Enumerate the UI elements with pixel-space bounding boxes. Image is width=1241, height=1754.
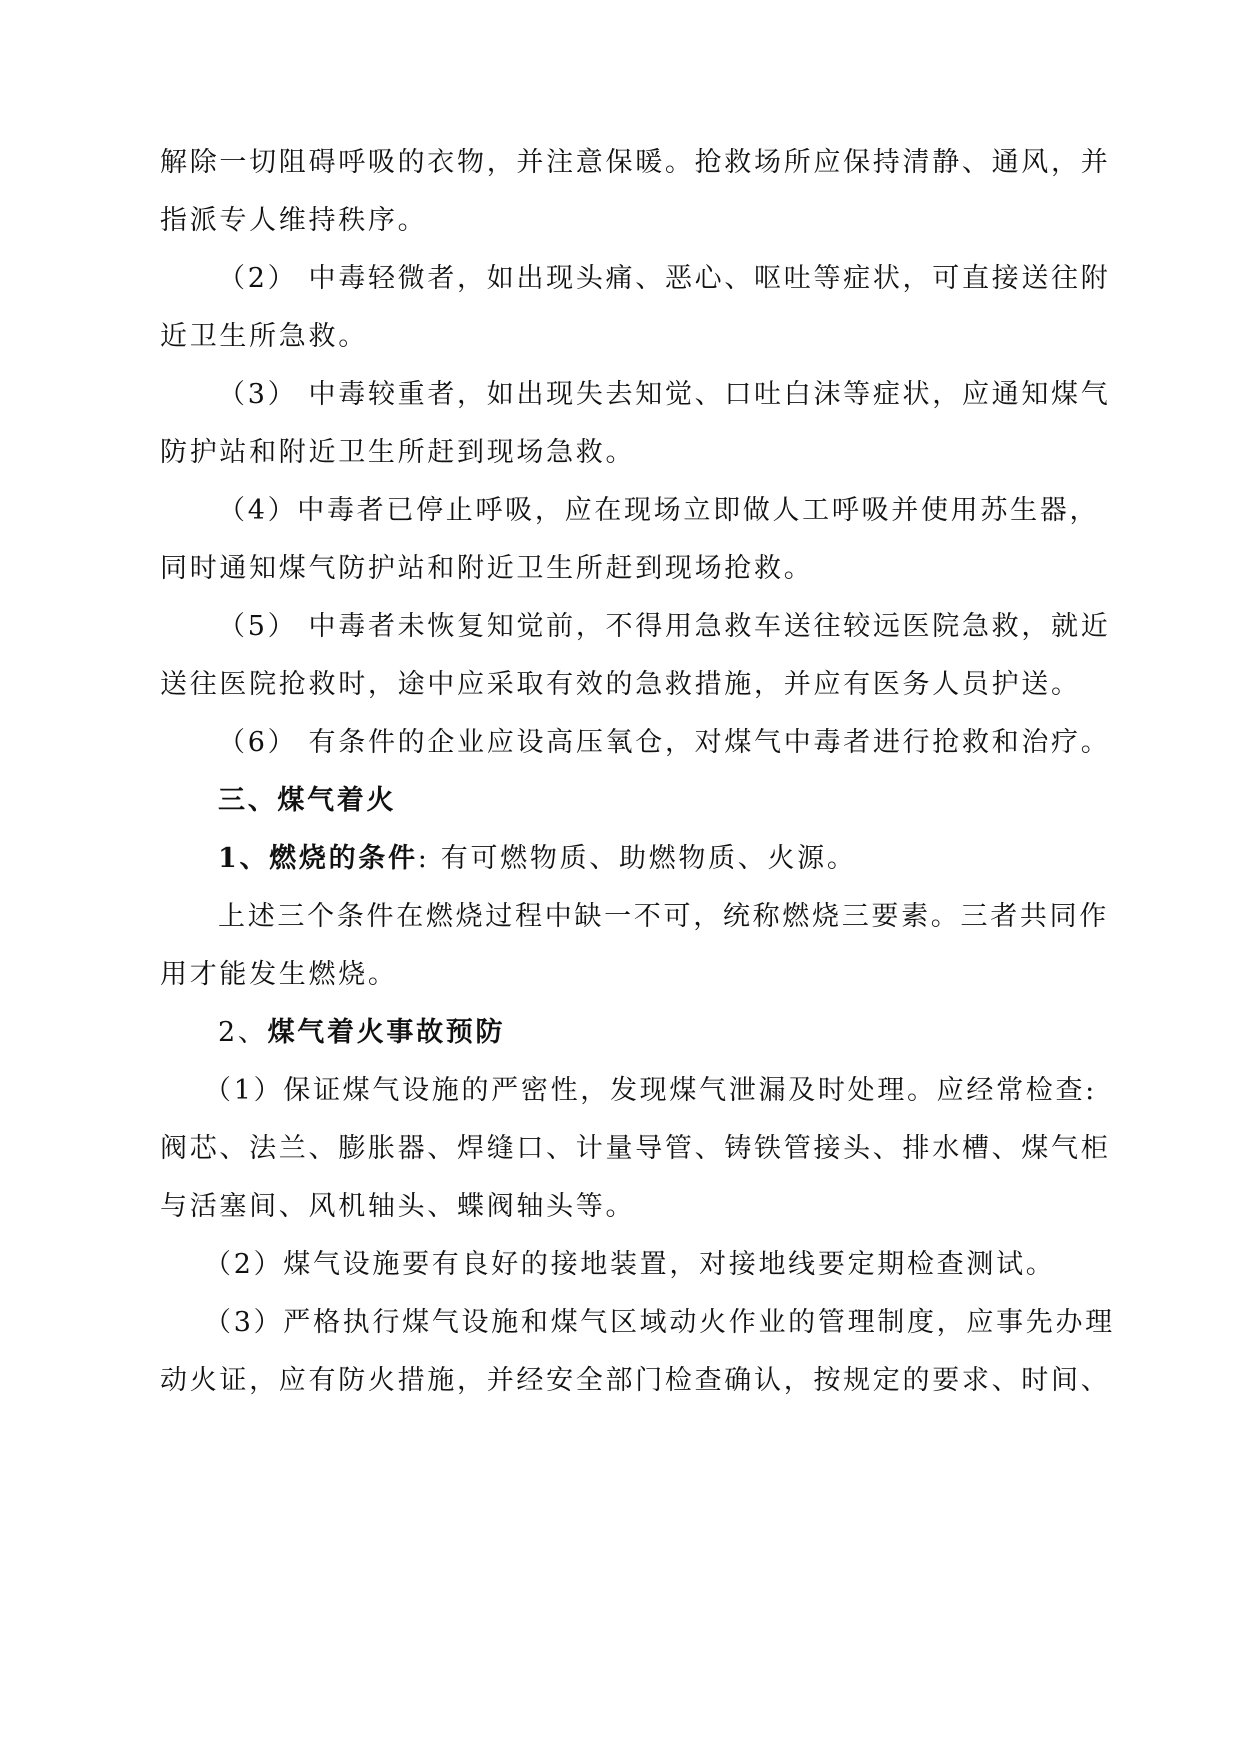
list-item-4: （4）中毒者已停止呼吸，应在现场立即做人工呼吸并使用苏生器， bbox=[218, 495, 1100, 526]
paragraph-line: 送往医院抢救时，途中应采取有效的急救措施，并应有医务人员护送。 bbox=[160, 669, 1081, 700]
list-item-2: （2）煤气设施要有良好的接地装置，对接地线要定期检查测试。 bbox=[204, 1249, 1056, 1280]
paragraph-line: 上述三个条件在燃烧过程中缺一不可，统称燃烧三要素。三者共同作 bbox=[218, 901, 1109, 932]
subsection-title: 煤气着火事故预防 bbox=[267, 1017, 506, 1048]
list-item-2: （2） 中毒轻微者，如出现头痛、恶心、呕吐等症状，可直接送往附 bbox=[218, 263, 1111, 294]
paragraph-line: 防护站和附近卫生所赶到现场急救。 bbox=[160, 437, 636, 468]
paragraph-line: 用才能发生燃烧。 bbox=[160, 959, 398, 990]
combustion-conditions-label: 1、燃烧的条件 bbox=[218, 843, 418, 874]
paragraph-line: 解除一切阻碍呼吸的衣物，并注意保暖。抢救场所应保持清静、通风，并 bbox=[160, 147, 1111, 178]
list-item-1: （1）保证煤气设施的严密性，发现煤气泄漏及时处理。应经常检查: bbox=[204, 1075, 1097, 1106]
subsection-heading bbox=[218, 1013, 1148, 1053]
subsection-number: 2、 bbox=[218, 1017, 268, 1048]
paragraph-line: 阀芯、法兰、膨胀器、焊缝口、计量导管、铸铁管接头、排水槽、煤气柜 bbox=[160, 1133, 1111, 1164]
paragraph-line: 指派专人维持秩序。 bbox=[160, 205, 428, 236]
list-item-3: （3）严格执行煤气设施和煤气区域动火作业的管理制度，应事先办理 bbox=[204, 1307, 1115, 1338]
combustion-conditions-line bbox=[218, 839, 1148, 879]
paragraph-line: 与活塞间、风机轴头、蝶阀轴头等。 bbox=[160, 1191, 636, 1222]
section-heading: 三、煤气着火 bbox=[218, 785, 397, 816]
paragraph-line: 动火证，应有防火措施，并经安全部门检查确认，按规定的要求、时间、 bbox=[160, 1365, 1111, 1396]
list-item-5: （5） 中毒者未恢复知觉前，不得用急救车送往较远医院急救，就近 bbox=[218, 611, 1111, 642]
paragraph-line: 同时通知煤气防护站和附近卫生所赶到现场抢救。 bbox=[160, 553, 814, 584]
list-item-6: （6） 有条件的企业应设高压氧仓，对煤气中毒者进行抢救和治疗。 bbox=[218, 727, 1111, 758]
list-item-3: （3） 中毒较重者，如出现失去知觉、口吐白沫等症状，应通知煤气 bbox=[218, 379, 1111, 410]
combustion-conditions-text: : 有可燃物质、助燃物质、火源。 bbox=[417, 843, 857, 874]
paragraph-line: 近卫生所急救。 bbox=[160, 321, 368, 352]
